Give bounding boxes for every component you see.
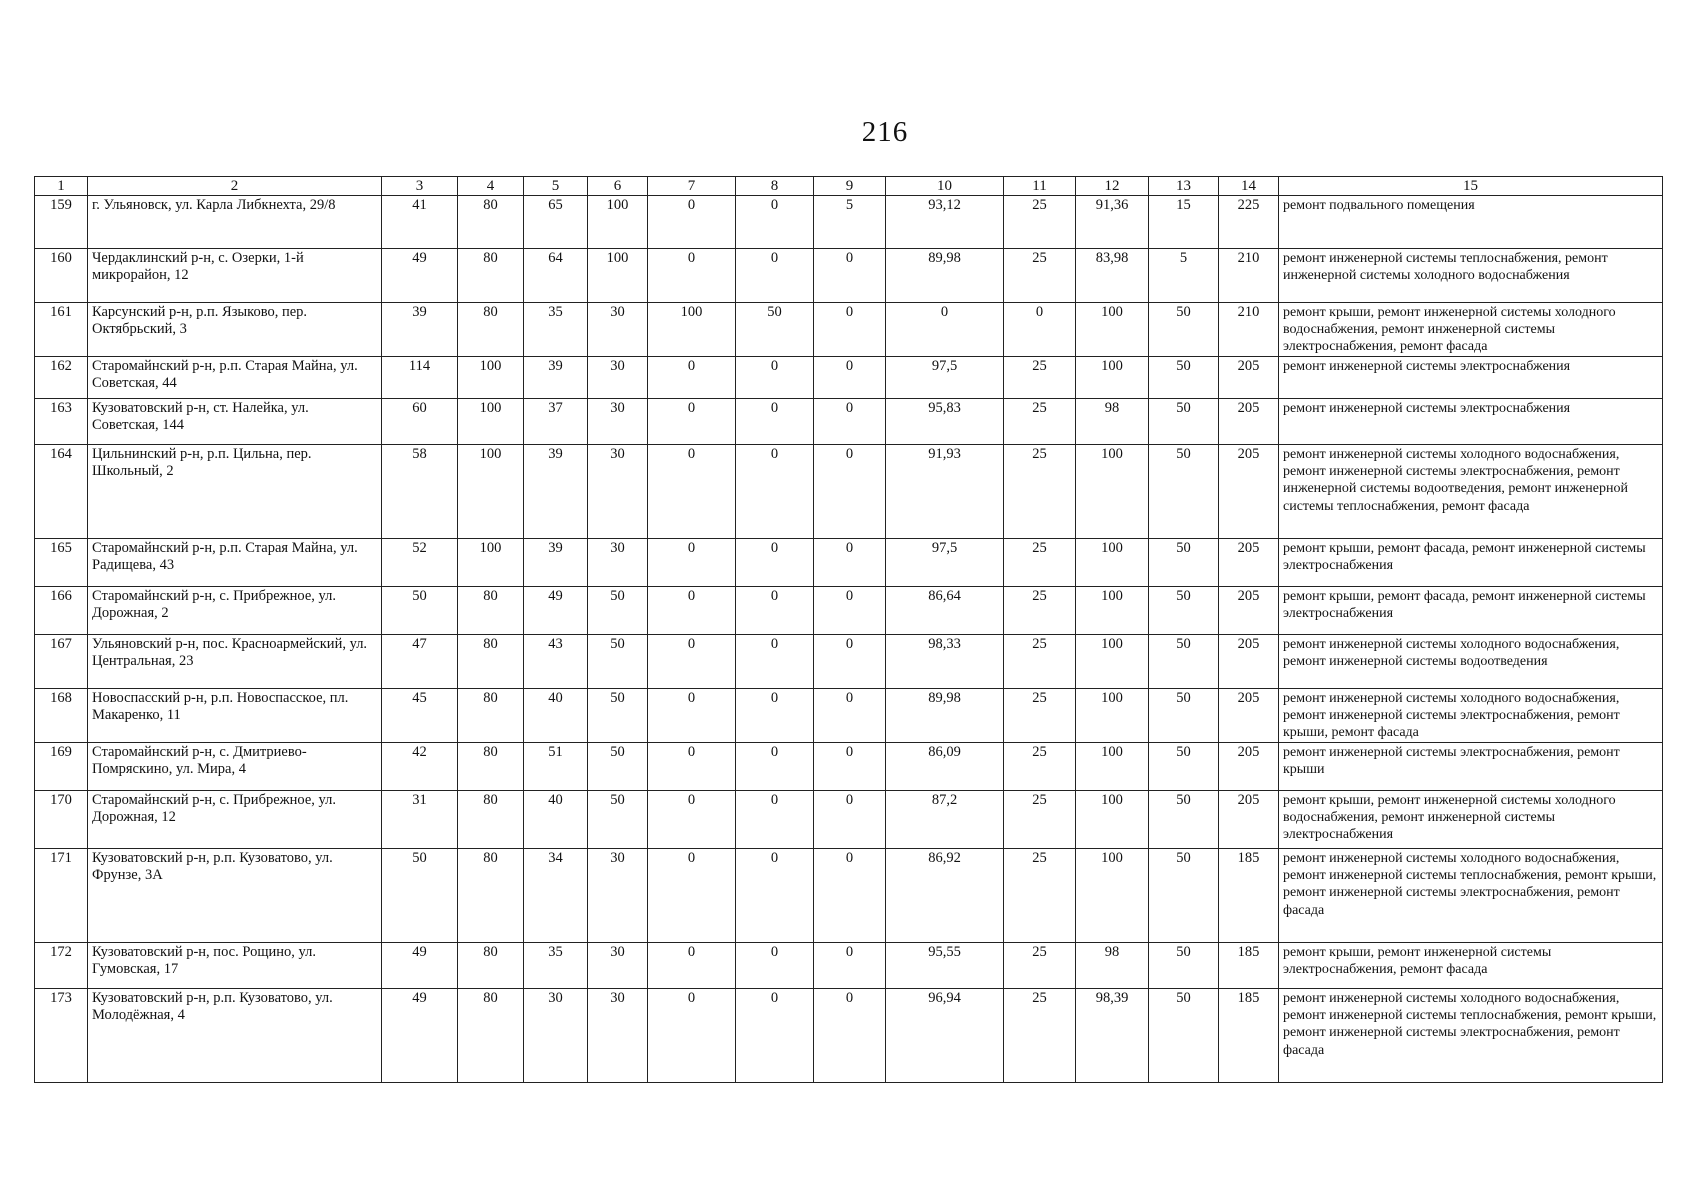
value-cell-5: 64 [524,249,588,303]
works-cell: ремонт инженерной системы теплоснабжения, ремонт инженерной системы холодного водоснабжения [1279,249,1663,303]
works-cell: ремонт инженерной системы электроснабжения, ремонт крыши [1279,743,1663,791]
value-cell-14: 205 [1219,399,1279,445]
table-row [35,445,1663,539]
address-cell: Старомайнский р-н, с. Прибрежное, ул. Дорожная, 12 [88,791,382,849]
value-cell-4: 100 [458,357,524,399]
value-cell-11: 25 [1004,399,1076,445]
works-cell: ремонт инженерной системы электроснабжения [1279,399,1663,445]
value-cell-13: 50 [1149,357,1219,399]
table-row [35,399,1663,445]
value-cell-3: 39 [382,303,458,357]
value-cell-4: 80 [458,943,524,989]
value-cell-10: 86,92 [886,849,1004,943]
value-cell-3: 52 [382,539,458,587]
value-cell-9: 0 [814,743,886,791]
value-cell-10: 95,83 [886,399,1004,445]
value-cell-4: 80 [458,303,524,357]
value-cell-12: 100 [1076,849,1149,943]
value-cell-7: 0 [648,989,736,1083]
value-cell-9: 0 [814,689,886,743]
value-cell-14: 185 [1219,849,1279,943]
value-cell-5: 39 [524,445,588,539]
value-cell-13: 50 [1149,989,1219,1083]
value-cell-5: 35 [524,303,588,357]
value-cell-13: 50 [1149,539,1219,587]
value-cell-13: 50 [1149,635,1219,689]
value-cell-10: 95,55 [886,943,1004,989]
value-cell-5: 34 [524,849,588,943]
value-cell-13: 50 [1149,791,1219,849]
value-cell-6: 30 [588,399,648,445]
table-row [35,249,1663,303]
value-cell-7: 100 [648,303,736,357]
value-cell-3: 60 [382,399,458,445]
row-number: 163 [35,399,88,445]
value-cell-12: 91,36 [1076,196,1149,249]
value-cell-14: 210 [1219,249,1279,303]
value-cell-6: 50 [588,743,648,791]
value-cell-9: 0 [814,303,886,357]
row-number: 161 [35,303,88,357]
column-header: 15 [1279,177,1663,196]
address-cell: Кузоватовский р-н, р.п. Кузоватово, ул. Молодёжная, 4 [88,989,382,1083]
value-cell-8: 0 [736,849,814,943]
value-cell-8: 0 [736,587,814,635]
value-cell-4: 100 [458,445,524,539]
value-cell-4: 80 [458,689,524,743]
value-cell-8: 0 [736,249,814,303]
value-cell-5: 37 [524,399,588,445]
works-cell: ремонт инженерной системы холодного водоснабжения, ремонт инженерной системы теплоснабжения, ремонт крыши, ремонт инженерной системы электроснабжения, ремонт фасада [1279,849,1663,943]
value-cell-8: 0 [736,399,814,445]
value-cell-3: 58 [382,445,458,539]
value-cell-9: 0 [814,989,886,1083]
works-cell: ремонт инженерной системы холодного водоснабжения, ремонт инженерной системы электроснабжения, ремонт инженерной системы водоотведения, ремонт инженерной системы теплоснабжения, ремонт фасада [1279,445,1663,539]
value-cell-9: 0 [814,445,886,539]
value-cell-9: 0 [814,791,886,849]
repair-registry-table [34,176,1663,1083]
works-cell: ремонт инженерной системы электроснабжения [1279,357,1663,399]
value-cell-8: 50 [736,303,814,357]
address-cell: Кузоватовский р-н, р.п. Кузоватово, ул. Фрунзе, 3А [88,849,382,943]
value-cell-12: 100 [1076,587,1149,635]
value-cell-5: 35 [524,943,588,989]
value-cell-11: 25 [1004,357,1076,399]
value-cell-11: 25 [1004,943,1076,989]
value-cell-10: 98,33 [886,635,1004,689]
value-cell-13: 50 [1149,943,1219,989]
value-cell-11: 25 [1004,989,1076,1083]
address-cell: Кузоватовский р-н, ст. Налейка, ул. Советская, 144 [88,399,382,445]
row-number: 162 [35,357,88,399]
column-header: 8 [736,177,814,196]
value-cell-6: 30 [588,445,648,539]
row-number: 166 [35,587,88,635]
table-row [35,587,1663,635]
value-cell-11: 25 [1004,689,1076,743]
value-cell-13: 5 [1149,249,1219,303]
address-cell: г. Ульяновск, ул. Карла Либкнехта, 29/8 [88,196,382,249]
value-cell-5: 51 [524,743,588,791]
value-cell-6: 50 [588,689,648,743]
works-cell: ремонт подвального помещения [1279,196,1663,249]
row-number: 169 [35,743,88,791]
address-cell: Цильнинский р-н, р.п. Цильна, пер. Школьный, 2 [88,445,382,539]
row-number: 164 [35,445,88,539]
value-cell-6: 50 [588,587,648,635]
value-cell-9: 0 [814,249,886,303]
value-cell-4: 80 [458,849,524,943]
column-header: 6 [588,177,648,196]
value-cell-7: 0 [648,357,736,399]
value-cell-7: 0 [648,196,736,249]
value-cell-4: 80 [458,635,524,689]
value-cell-7: 0 [648,791,736,849]
value-cell-13: 50 [1149,689,1219,743]
value-cell-13: 50 [1149,399,1219,445]
value-cell-11: 25 [1004,791,1076,849]
value-cell-10: 89,98 [886,249,1004,303]
value-cell-5: 39 [524,357,588,399]
value-cell-3: 49 [382,249,458,303]
value-cell-11: 25 [1004,743,1076,791]
value-cell-9: 0 [814,539,886,587]
value-cell-11: 25 [1004,635,1076,689]
column-header: 5 [524,177,588,196]
value-cell-13: 50 [1149,743,1219,791]
value-cell-9: 0 [814,357,886,399]
value-cell-4: 80 [458,791,524,849]
column-header: 10 [886,177,1004,196]
value-cell-7: 0 [648,399,736,445]
address-cell: Старомайнский р-н, р.п. Старая Майна, ул. Советская, 44 [88,357,382,399]
value-cell-14: 205 [1219,445,1279,539]
value-cell-14: 225 [1219,196,1279,249]
value-cell-4: 80 [458,989,524,1083]
table-row [35,849,1663,943]
value-cell-5: 39 [524,539,588,587]
table-row [35,196,1663,249]
value-cell-3: 50 [382,587,458,635]
row-number: 170 [35,791,88,849]
value-cell-3: 50 [382,849,458,943]
value-cell-6: 50 [588,791,648,849]
value-cell-10: 93,12 [886,196,1004,249]
table-row [35,357,1663,399]
column-header: 3 [382,177,458,196]
value-cell-5: 65 [524,196,588,249]
row-number: 168 [35,689,88,743]
table-row [35,943,1663,989]
value-cell-14: 185 [1219,943,1279,989]
value-cell-9: 0 [814,587,886,635]
value-cell-10: 91,93 [886,445,1004,539]
value-cell-12: 100 [1076,635,1149,689]
value-cell-8: 0 [736,791,814,849]
works-cell: ремонт инженерной системы холодного водоснабжения, ремонт инженерной системы теплоснабжения, ремонт крыши, ремонт инженерной системы электроснабжения, ремонт фасада [1279,989,1663,1083]
address-cell: Старомайнский р-н, р.п. Старая Майна, ул. Радищева, 43 [88,539,382,587]
column-header: 11 [1004,177,1076,196]
works-cell: ремонт крыши, ремонт инженерной системы холодного водоснабжения, ремонт инженерной системы электроснабжения [1279,791,1663,849]
value-cell-10: 97,5 [886,357,1004,399]
works-cell: ремонт крыши, ремонт фасада, ремонт инженерной системы электроснабжения [1279,587,1663,635]
value-cell-9: 0 [814,943,886,989]
value-cell-9: 0 [814,399,886,445]
value-cell-13: 50 [1149,445,1219,539]
value-cell-12: 100 [1076,539,1149,587]
row-number: 160 [35,249,88,303]
value-cell-3: 49 [382,989,458,1083]
row-number: 173 [35,989,88,1083]
value-cell-7: 0 [648,635,736,689]
value-cell-8: 0 [736,357,814,399]
value-cell-11: 25 [1004,196,1076,249]
value-cell-6: 100 [588,196,648,249]
column-header: 14 [1219,177,1279,196]
value-cell-6: 50 [588,635,648,689]
value-cell-11: 25 [1004,849,1076,943]
value-cell-10: 97,5 [886,539,1004,587]
value-cell-14: 185 [1219,989,1279,1083]
value-cell-5: 40 [524,791,588,849]
value-cell-3: 41 [382,196,458,249]
value-cell-3: 47 [382,635,458,689]
value-cell-11: 25 [1004,445,1076,539]
value-cell-12: 100 [1076,743,1149,791]
value-cell-14: 205 [1219,635,1279,689]
row-number: 167 [35,635,88,689]
value-cell-11: 25 [1004,249,1076,303]
value-cell-12: 98,39 [1076,989,1149,1083]
row-number: 159 [35,196,88,249]
value-cell-12: 100 [1076,445,1149,539]
page-number: 216 [861,116,909,148]
value-cell-14: 205 [1219,743,1279,791]
value-cell-12: 100 [1076,689,1149,743]
value-cell-8: 0 [736,989,814,1083]
value-cell-8: 0 [736,196,814,249]
address-cell: Чердаклинский р-н, с. Озерки, 1-й микрорайон, 12 [88,249,382,303]
value-cell-3: 49 [382,943,458,989]
works-cell: ремонт крыши, ремонт инженерной системы электроснабжения, ремонт фасада [1279,943,1663,989]
value-cell-14: 205 [1219,539,1279,587]
address-cell: Ульяновский р-н, пос. Красноармейский, ул. Центральная, 23 [88,635,382,689]
value-cell-11: 25 [1004,587,1076,635]
address-cell: Старомайнский р-н, с. Прибрежное, ул. Дорожная, 2 [88,587,382,635]
value-cell-7: 0 [648,849,736,943]
value-cell-4: 80 [458,743,524,791]
value-cell-10: 86,64 [886,587,1004,635]
value-cell-11: 25 [1004,539,1076,587]
value-cell-8: 0 [736,445,814,539]
column-header: 2 [88,177,382,196]
value-cell-9: 0 [814,849,886,943]
value-cell-8: 0 [736,635,814,689]
value-cell-14: 210 [1219,303,1279,357]
value-cell-6: 30 [588,357,648,399]
table-row [35,791,1663,849]
value-cell-12: 100 [1076,791,1149,849]
row-number: 172 [35,943,88,989]
value-cell-12: 83,98 [1076,249,1149,303]
value-cell-13: 50 [1149,303,1219,357]
value-cell-12: 100 [1076,357,1149,399]
value-cell-4: 80 [458,587,524,635]
address-cell: Новоспасский р-н, р.п. Новоспасское, пл. Макаренко, 11 [88,689,382,743]
value-cell-14: 205 [1219,587,1279,635]
value-cell-8: 0 [736,743,814,791]
column-header: 4 [458,177,524,196]
row-number: 171 [35,849,88,943]
value-cell-7: 0 [648,539,736,587]
value-cell-13: 50 [1149,849,1219,943]
value-cell-7: 0 [648,943,736,989]
value-cell-7: 0 [648,743,736,791]
column-header: 13 [1149,177,1219,196]
value-cell-7: 0 [648,445,736,539]
row-number: 165 [35,539,88,587]
value-cell-6: 30 [588,989,648,1083]
column-header: 7 [648,177,736,196]
value-cell-10: 87,2 [886,791,1004,849]
column-header: 1 [35,177,88,196]
value-cell-8: 0 [736,539,814,587]
address-cell: Старомайнский р-н, с. Дмитриево-Помряскино, ул. Мира, 4 [88,743,382,791]
value-cell-14: 205 [1219,791,1279,849]
column-header: 12 [1076,177,1149,196]
value-cell-6: 30 [588,539,648,587]
value-cell-4: 100 [458,539,524,587]
table-row [35,303,1663,357]
value-cell-5: 30 [524,989,588,1083]
value-cell-14: 205 [1219,689,1279,743]
value-cell-6: 100 [588,249,648,303]
table-header-row [35,177,1663,196]
value-cell-11: 0 [1004,303,1076,357]
value-cell-10: 0 [886,303,1004,357]
works-cell: ремонт инженерной системы холодного водоснабжения, ремонт инженерной системы водоотведения [1279,635,1663,689]
value-cell-8: 0 [736,689,814,743]
table-row [35,635,1663,689]
value-cell-4: 80 [458,249,524,303]
value-cell-5: 40 [524,689,588,743]
value-cell-10: 86,09 [886,743,1004,791]
value-cell-3: 42 [382,743,458,791]
value-cell-10: 89,98 [886,689,1004,743]
value-cell-6: 30 [588,849,648,943]
value-cell-3: 114 [382,357,458,399]
value-cell-3: 45 [382,689,458,743]
value-cell-4: 100 [458,399,524,445]
value-cell-7: 0 [648,249,736,303]
value-cell-13: 50 [1149,587,1219,635]
value-cell-14: 205 [1219,357,1279,399]
column-header: 9 [814,177,886,196]
value-cell-5: 43 [524,635,588,689]
value-cell-13: 15 [1149,196,1219,249]
value-cell-12: 98 [1076,399,1149,445]
value-cell-7: 0 [648,587,736,635]
works-cell: ремонт крыши, ремонт инженерной системы холодного водоснабжения, ремонт инженерной системы электроснабжения, ремонт фасада [1279,303,1663,357]
table-row [35,743,1663,791]
value-cell-8: 0 [736,943,814,989]
value-cell-12: 98 [1076,943,1149,989]
value-cell-6: 30 [588,303,648,357]
address-cell: Карсунский р-н, р.п. Языково, пер. Октябрьский, 3 [88,303,382,357]
value-cell-5: 49 [524,587,588,635]
value-cell-7: 0 [648,689,736,743]
works-cell: ремонт инженерной системы холодного водоснабжения, ремонт инженерной системы электроснабжения, ремонт крыши, ремонт фасада [1279,689,1663,743]
value-cell-10: 96,94 [886,989,1004,1083]
value-cell-3: 31 [382,791,458,849]
value-cell-4: 80 [458,196,524,249]
value-cell-9: 0 [814,635,886,689]
value-cell-12: 100 [1076,303,1149,357]
table-row [35,539,1663,587]
value-cell-6: 30 [588,943,648,989]
value-cell-9: 5 [814,196,886,249]
works-cell: ремонт крыши, ремонт фасада, ремонт инженерной системы электроснабжения [1279,539,1663,587]
table-row [35,689,1663,743]
table-row [35,989,1663,1083]
address-cell: Кузоватовский р-н, пос. Рощино, ул. Гумовская, 17 [88,943,382,989]
